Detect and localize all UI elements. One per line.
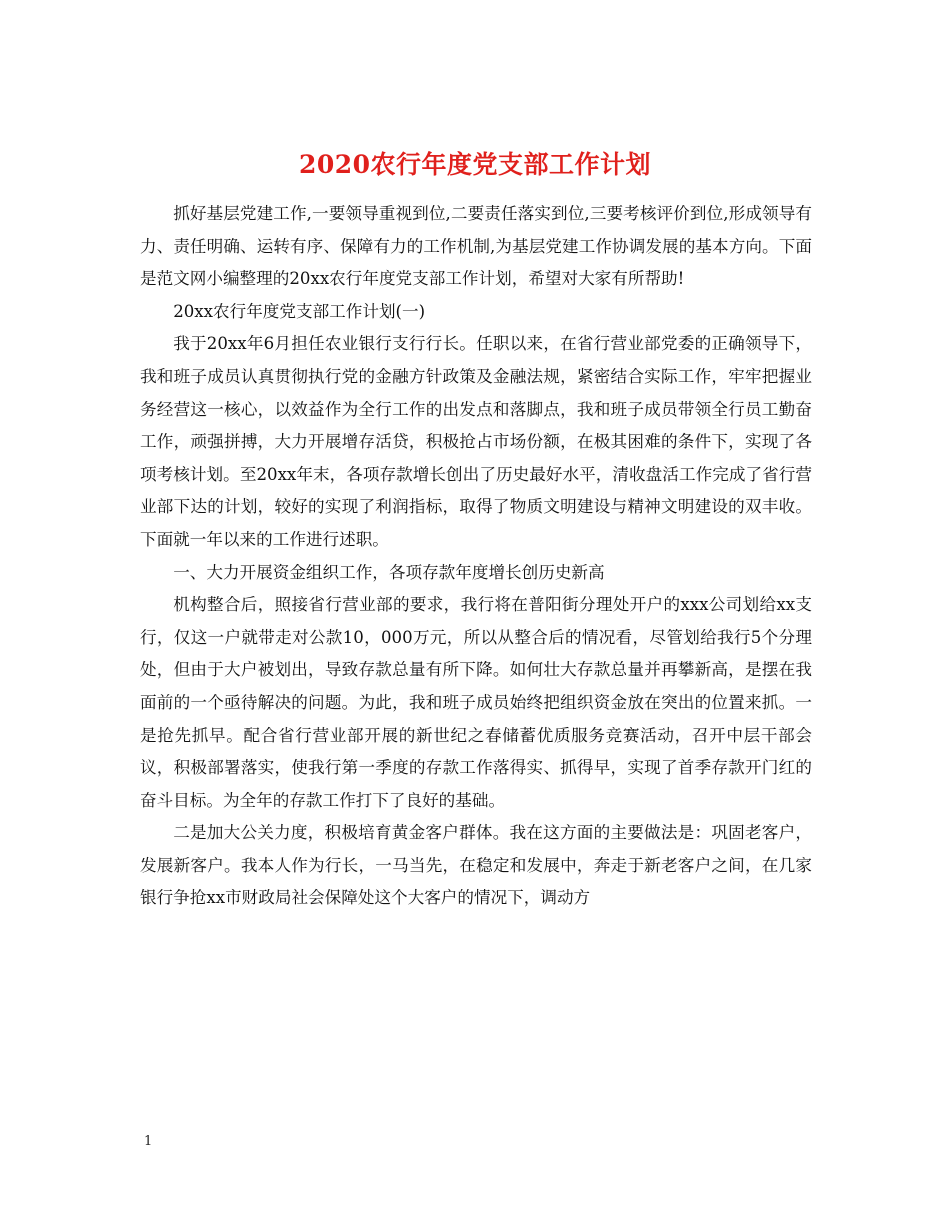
paragraph-intro: 抓好基层党建工作,一要领导重视到位,二要责任落实到位,三要考核评价到位,形成领导有力、责任明确、运转有序、保障有力的工作机制,为基层党建工作协调发展的基本方向。下面是范文网小编整理的20xx农行年度党支部工作计划，希望对大家有所帮助! [140, 204, 812, 289]
page-number: 1 [144, 1134, 153, 1149]
document-body [140, 198, 812, 915]
paragraph-report: 我于20xx年6月担任农业银行支行行长。任职以来，在省行营业部党委的正确领导下，我和班子成员认真贯彻执行党的金融方针政策及金融法规，紧密结合实际工作，牢牢把握业务经营这一核心，以效益作为全行工作的出发点和落脚点，我和班子成员带领全行员工勤奋工作，顽强拼搏，大力开展增存活贷，积极抢占市场份额，在极其困难的条件下，实现了各项考核计划。至20xx年末，各项存款增长创出了历史最好水平，清收盘活工作完成了省行营业部下达的计划，较好的实现了利润指标，取得了物质文明建设与精神文明建设的双丰收。下面就一年以来的工作进行述职。 [140, 334, 812, 549]
section-heading-deposits: 一、大力开展资金组织工作，各项存款年度增长创历史新高 [173, 562, 605, 582]
section-heading-plan-one: 20xx农行年度党支部工作计划(一) [173, 301, 426, 321]
paragraph-clients: 二是加大公关力度，积极培育黄金客户群体。我在这方面的主要做法是：巩固老客户，发展新客户。我本人作为行长，一马当先，在稳定和发展中，奔走于新老客户之间，在几家银行争抢xx市财政局社会保障处这个大客户的情况下，调动方 [140, 823, 812, 908]
paragraph-deposits: 机构整合后，照接省行营业部的要求，我行将在普阳街分理处开户的xxx公司划给xx支行，仅这一户就带走对公款10，000万元，所以从整合后的情况看，尽管划给我行5个分理处，但由于大户被划出，导致存款总量有所下降。如何壮大存款总量并再攀新高，是摆在我面前的一个亟待解决的问题。为此，我和班子成员始终把组织资金放在突出的位置来抓。一是抢先抓早。配合省行营业部开展的新世纪之春储蓄优质服务竞赛活动，召开中层干部会议，积极部署落实，使我行第一季度的存款工作落得实、抓得早，实现了首季存款开门红的奋斗目标。为全年的存款工作打下了良好的基础。 [140, 595, 812, 810]
document-title: 2020农行年度党支部工作计划 [298, 149, 652, 179]
